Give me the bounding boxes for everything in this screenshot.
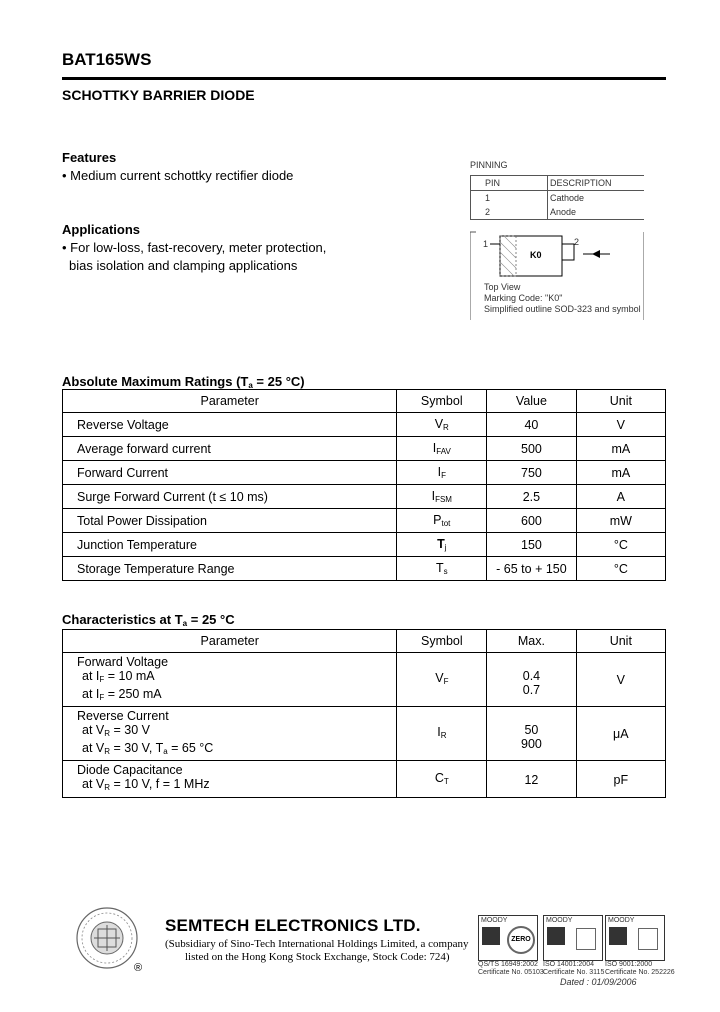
column-header: Symbol [397,630,487,653]
diagram-caption: Marking Code: "K0" [484,293,563,303]
param-cell: Total Power Dissipation [63,509,397,533]
cert-label: ISO 14001:2004 [543,961,594,968]
certification-badge: MOODY ZERO [478,915,538,961]
column-header: Parameter [63,390,397,413]
cert-number: Certificate No. 3115 [543,969,605,976]
subsidiary-line-2: listed on the Hong Kong Stock Exchange, Stock Code: 724) [185,951,450,963]
value-cell: 500 [487,437,577,461]
column-header: Max. [487,630,576,653]
param-cell: Surge Forward Current (t ≤ 10 ms) [63,485,397,509]
unit-cell: V [576,413,665,437]
value-cell: 40 [487,413,577,437]
dated-label: Dated : 01/09/2006 [560,977,637,987]
symbol-cell: $I_R$ [397,707,487,761]
table-row [63,533,666,557]
column-header: Parameter [63,630,397,653]
pinning-desc: Anode [548,205,645,220]
company-name: SEMTECH ELECTRONICS LTD. [165,916,421,935]
table-row [63,437,666,461]
moody-mark-icon [482,927,500,945]
param-cell: Reverse Voltage [63,413,397,437]
unit-cell: °C [576,533,665,557]
param-cell: Storage Temperature Range [63,557,397,581]
table-row [63,557,666,581]
package-diagram [470,230,644,320]
features-item: • Medium current schottky rectifier diode [62,168,294,183]
pinning-table [470,175,644,220]
diagram-marking: K0 [530,250,542,260]
param-cell: Forward Voltage at $I_F = 10$ mA at $I_F = 250$ mA [63,653,397,707]
unit-cell: μA [576,707,665,761]
cert-label: ISO 9001:2000 [605,961,653,968]
cert-number: Certificate No. 252226 [605,969,675,976]
value-cell: 2.5 [487,485,577,509]
column-header: Unit [576,390,665,413]
applications-line-2: bias isolation and clamping applications [69,258,298,273]
param-cell: Reverse Current at $V_R = 30$ V at $V_R = 30$ V, $T_a = 65$ °C [63,707,397,761]
table-row [63,707,666,761]
symbol-cell: $C_T$ [397,761,487,798]
symbol-cell: $P_{tot}$ [397,509,487,533]
diagram-pin-2: 2 [574,237,580,247]
value-cell: - 65 to + 150 [487,557,577,581]
value-cell: 12 [487,761,576,798]
param-cell: Average forward current [63,437,397,461]
value-cell: 600 [487,509,577,533]
moody-mark-icon [609,927,627,945]
value-cell: 50 900 [487,707,576,761]
symbol-cell: $T_j$ [397,533,487,557]
value-cell: 150 [487,533,577,557]
cert-number: Certificate No. 05103 [478,969,544,976]
unit-cell: °C [576,557,665,581]
symbol-cell: $I_{FAV}$ [397,437,487,461]
symbol-cell: $V_R$ [397,413,487,437]
unit-cell: V [576,653,665,707]
diagram-pin-1: 1 [483,239,489,249]
subsidiary-line-1: (Subsidiary of Sino-Tech International Holdings Limited, a company [165,938,469,950]
param-cell: Junction Temperature [63,533,397,557]
symbol-cell: $I_{FSM}$ [397,485,487,509]
zero-badge-icon: ZERO [507,926,535,954]
pinning-pin: 2 [471,205,548,220]
column-header: Symbol [397,390,487,413]
unit-cell: mA [576,437,665,461]
pinning-heading: PINNING [470,160,508,170]
features-heading: Features [62,150,117,165]
pinning-col-desc: DESCRIPTION [548,176,645,191]
title-rule [62,77,666,80]
moody-mark-icon [547,927,565,945]
applications-heading: Applications [62,222,141,237]
diagram-caption: Simplified outline SOD-323 and symbol [484,304,641,314]
pinning-col-pin: PIN [471,176,548,191]
value-cell: 0.4 0.7 [487,653,576,707]
unit-cell: mW [576,509,665,533]
check-shield-icon [576,928,596,950]
table-row [63,413,666,437]
applications-line-1: • For low-loss, fast-recovery, meter protection, [62,240,327,255]
check-shield-icon [638,928,658,950]
diagram-caption: Top View [484,282,521,292]
symbol-cell: $I_F$ [397,461,487,485]
unit-cell: pF [576,761,665,798]
value-cell: 750 [487,461,577,485]
param-cell: Forward Current [63,461,397,485]
table-row [63,653,666,707]
page-title: BAT165WS [62,50,152,69]
cert-label: QS/TS 16949:2002 [478,961,538,968]
registered-mark: ® [134,962,143,974]
unit-cell: A [576,485,665,509]
certification-badge: MOODY [605,915,665,961]
abs-max-heading: Absolute Maximum Ratings ($T_a = 25$ °C) [62,374,305,390]
table-header-row [63,630,666,653]
column-header: Unit [576,630,665,653]
symbol-cell: $T_s$ [397,557,487,581]
table-row [63,485,666,509]
characteristics-heading: Characteristics at $T_a = 25$ °C [62,612,235,628]
table-row [63,509,666,533]
pinning-pin: 1 [471,191,548,206]
abs-max-table [62,389,666,581]
symbol-cell: $V_F$ [397,653,487,707]
pinning-desc: Cathode [550,193,585,203]
param-cell: Diode Capacitance at $V_R = 10$ V, f = 1 MHz [63,761,397,798]
page-subtitle: SCHOTTKY BARRIER DIODE [62,87,255,103]
column-header: Value [487,390,577,413]
characteristics-table [62,629,666,798]
table-row [63,461,666,485]
unit-cell: mA [576,461,665,485]
table-header-row [63,390,666,413]
certification-badge: MOODY [543,915,603,961]
table-row [63,761,666,798]
